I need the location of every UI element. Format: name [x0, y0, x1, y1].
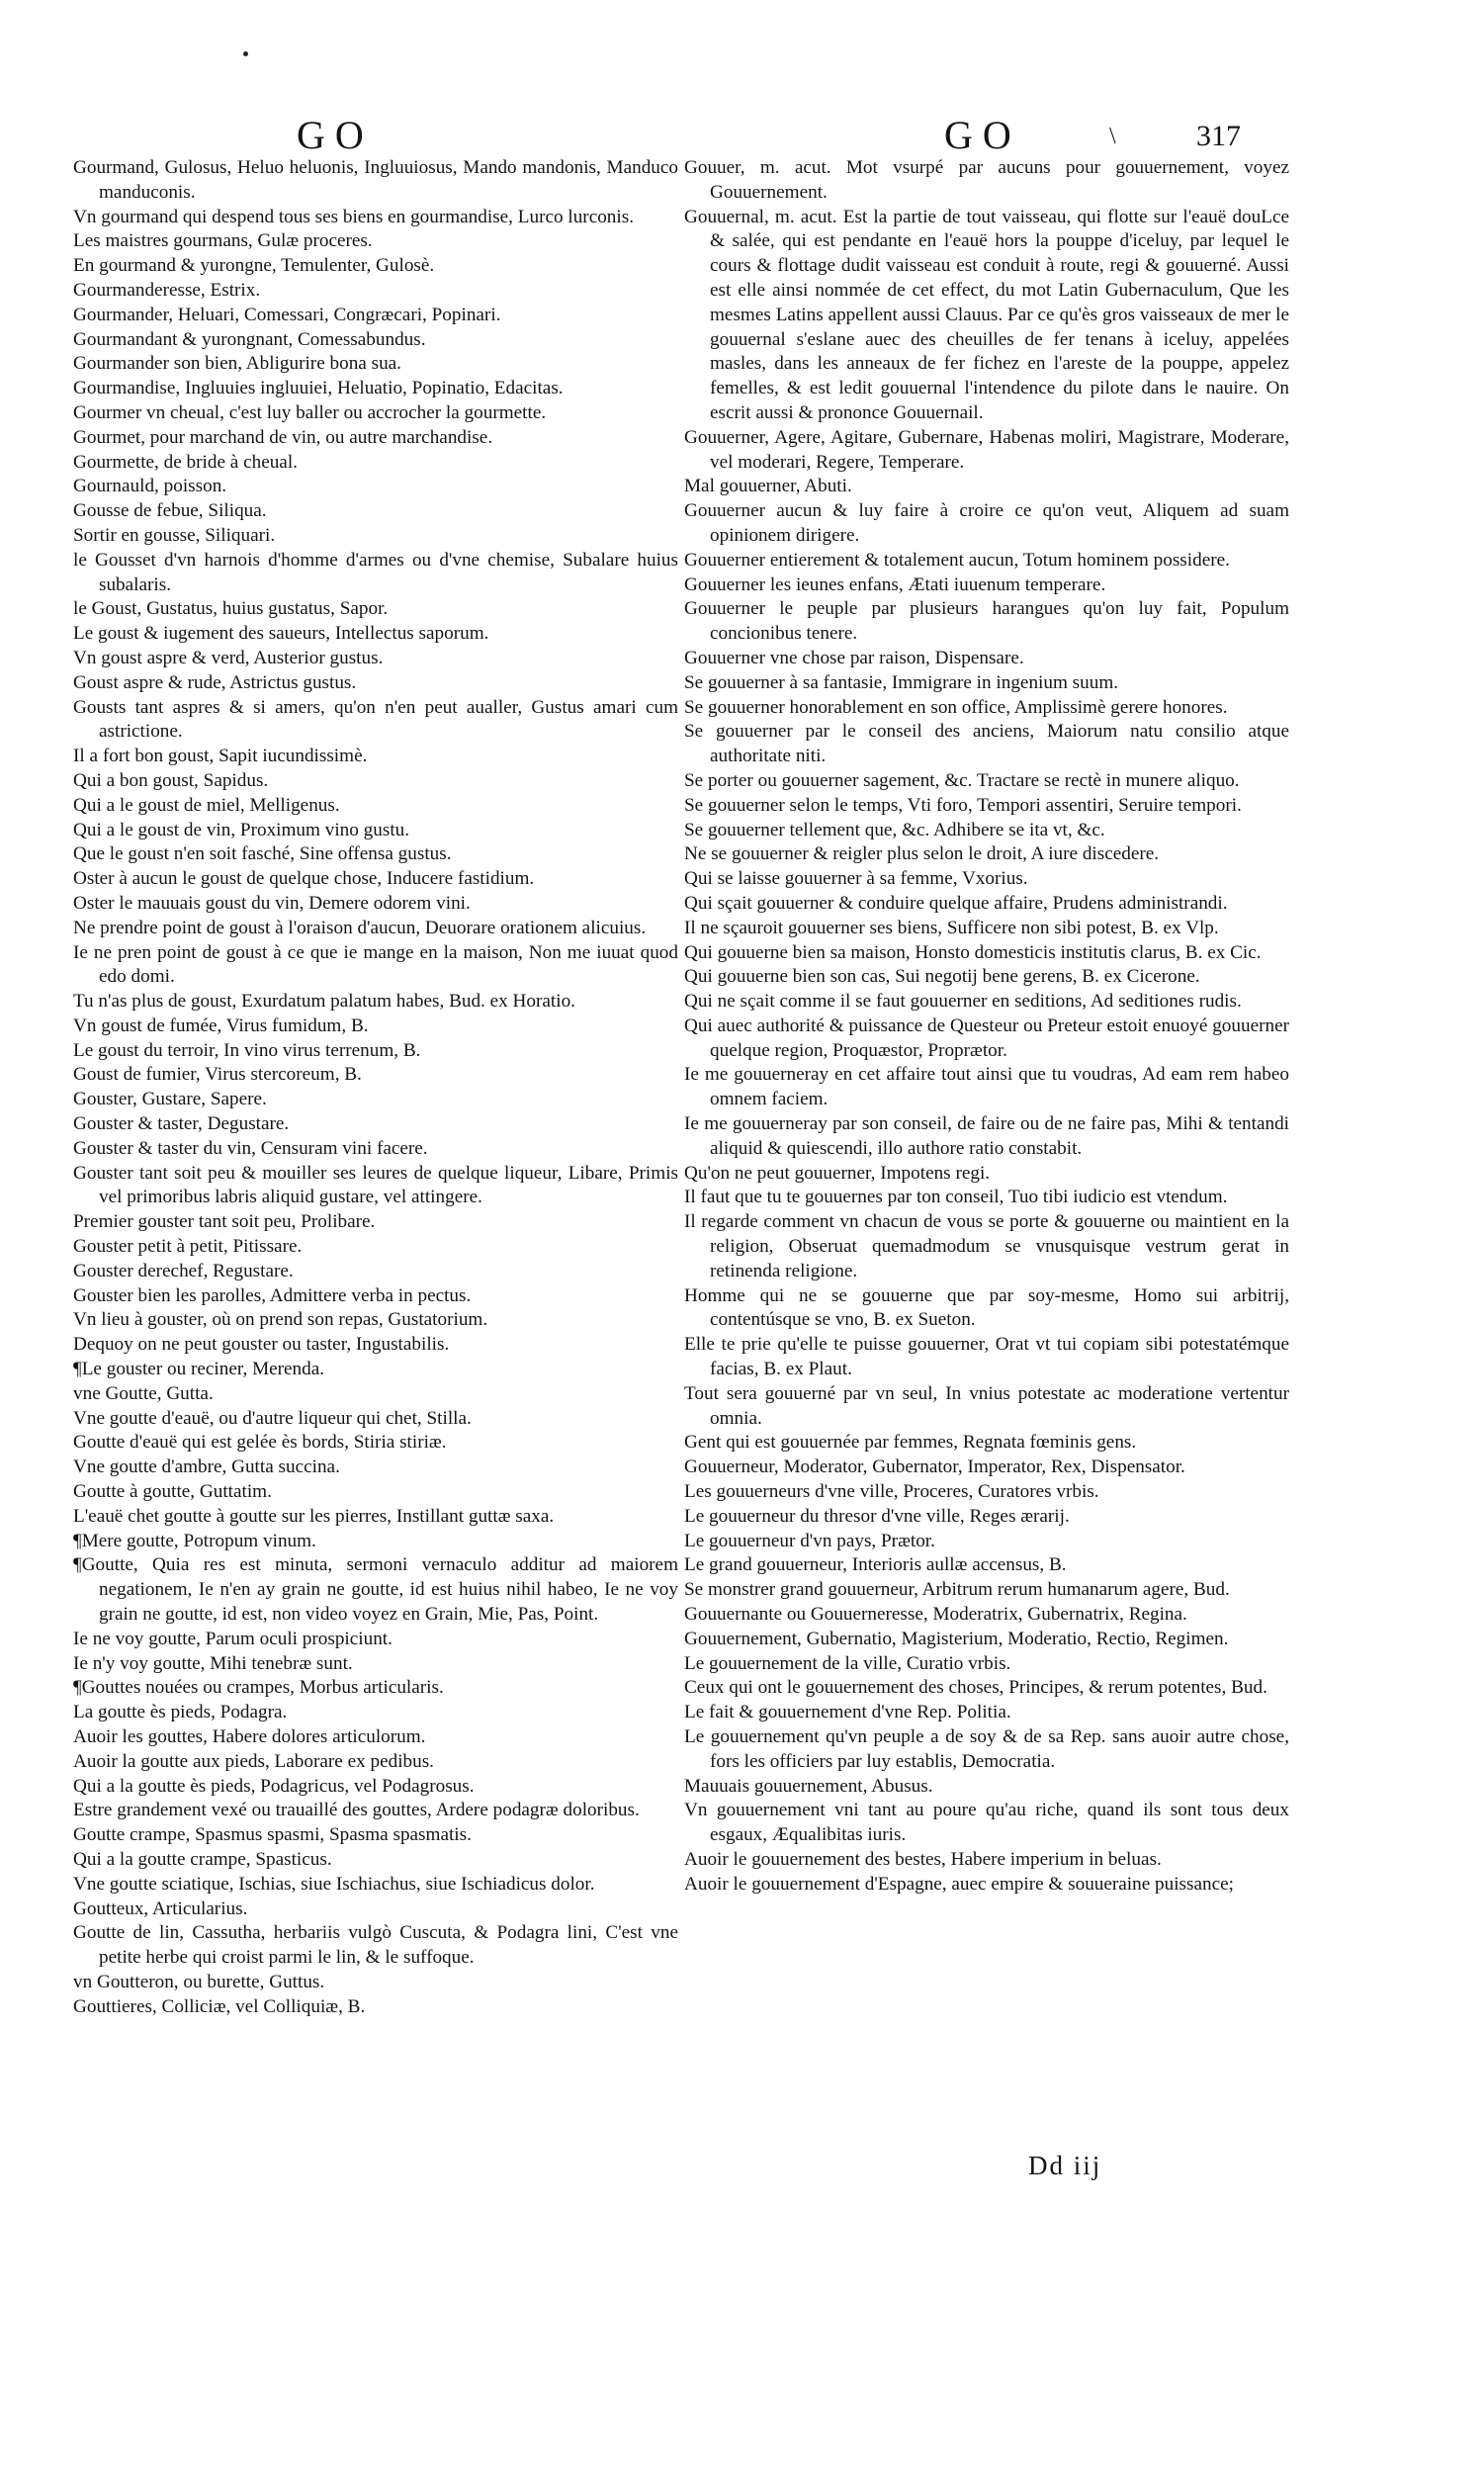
- dictionary-entry: Qu'on ne peut gouuerner, Impotens regi.: [684, 1162, 991, 1184]
- dictionary-entry: Il a fort bon goust, Sapit iucundissimè.: [73, 746, 368, 767]
- dictionary-entry: Les gouuerneurs d'vne ville, Proceres, Curatores vrbis.: [684, 1481, 1099, 1503]
- signature-mark: Dd iij: [1028, 2151, 1102, 2180]
- dictionary-entry: Gouttieres, Colliciæ, vel Colliquiæ, B.: [73, 1995, 366, 2017]
- dictionary-entry: Auoir le gouuernement d'Espagne, auec empire & souueraine puissance;: [684, 1873, 1234, 1895]
- dictionary-entry: Se monstrer grand gouuerneur, Arbitrum rerum humanarum agere, Bud.: [684, 1579, 1230, 1601]
- dictionary-entry: Ceux qui ont le gouuernement des choses, Principes, & rerum potentes, Bud.: [684, 1677, 1267, 1699]
- dictionary-entry: Gourmet, pour marchand de vin, ou autre marchandise.: [73, 426, 493, 448]
- dictionary-entry: Qui a le goust de miel, Melligenus.: [73, 794, 340, 816]
- dictionary-entry: Goutte crampe, Spasmus spasmi, Spasma spasmatis.: [73, 1824, 472, 1846]
- dictionary-entry: Qui gouuerne bien son cas, Sui negotij bene gerens, B. ex Cicerone.: [684, 966, 1200, 988]
- dictionary-entry: Qui auec authorité & puissance de Questeur ou Preteur estoit enuoyé gouuerner quelque region, Proquæstor, Proprætor.: [684, 1015, 1289, 1061]
- dictionary-entry: Qui sçait gouuerner & conduire quelque affaire, Prudens administrandi.: [684, 892, 1228, 914]
- dictionary-entry: Vn lieu à gouster, où on prend son repas, Gustatorium.: [73, 1309, 488, 1331]
- dictionary-entry: Ie ne voy goutte, Parum oculi prospiciunt.: [73, 1628, 393, 1649]
- dictionary-entry: Mauuais gouuernement, Abusus.: [684, 1775, 933, 1797]
- dictionary-entry: Ie n'y voy goutte, Mihi tenebræ sunt.: [73, 1652, 353, 1674]
- dictionary-entry: Gouuerner le peuple par plusieurs harangues qu'on luy fait, Populum concionibus tenere.: [684, 598, 1289, 645]
- dictionary-entry: Se gouuerner tellement que, &c. Adhibere se ita vt, &c.: [684, 819, 1105, 840]
- dictionary-entry: Tu n'as plus de goust, Exurdatum palatum habes, Bud. ex Horatio.: [73, 991, 575, 1013]
- dictionary-entry: Gouuerner entierement & totalement aucun, Totum hominem possidere.: [684, 549, 1230, 571]
- dictionary-entry: Goust aspre & rude, Astrictus gustus.: [73, 671, 357, 693]
- dictionary-entry: Ne se gouuerner & reigler plus selon le droit, A iure discedere.: [684, 843, 1160, 865]
- dictionary-entry: Goutteux, Articularius.: [73, 1898, 248, 1919]
- dictionary-entry: Le gouuernement qu'vn peuple a de soy & de sa Rep. sans auoir autre chose, fors les officiers par luy establis, Democratia.: [684, 1726, 1289, 1772]
- dictionary-entry: Gouster & taster du vin, Censuram vini facere.: [73, 1137, 428, 1159]
- dictionary-entry: Il ne sçauroit gouuerner ses biens, Sufficere non sibi potest, B. ex Vlp.: [684, 917, 1219, 938]
- dictionary-entry: Elle te prie qu'elle te puisse gouuerner, Orat vt tui copiam sibi potestatémque facias, B. ex Plaut.: [684, 1334, 1289, 1380]
- dictionary-entry: Goutte de lin, Cassutha, herbariis vulgò Cuscuta, & Podagra lini, C'est vne petite herbe qui croist parmi le lin, & le suffoque.: [73, 1922, 678, 1969]
- dictionary-entry: Il regarde comment vn chacun de vous se porte & gouuerne ou maintient en la religion, Obseruat quemadmodum se vnusquisque vestrum gerat in retinenda religione.: [684, 1211, 1289, 1281]
- dictionary-entry: Gourmette, de bride à cheual.: [73, 451, 298, 473]
- dictionary-entry: Qui se laisse gouuerner à sa femme, Vxorius.: [684, 868, 1028, 890]
- dictionary-entry: le Goust, Gustatus, huius gustatus, Sapor.: [73, 598, 389, 620]
- running-head-right: GO: [944, 113, 1021, 157]
- dictionary-entry: Qui a le goust de vin, Proximum vino gustu.: [73, 819, 410, 840]
- dictionary-entry: Gouster tant soit peu & mouiller ses leures de quelque liqueur, Libare, Primis vel primoribus labris aliquid gustare, vel attingere.: [73, 1162, 678, 1208]
- dictionary-entry: Le gouuernement de la ville, Curatio vrbis.: [684, 1652, 1011, 1674]
- dictionary-entry: Gouster, Gustare, Sapere.: [73, 1089, 267, 1110]
- dictionary-entry: Le grand gouuerneur, Interioris aullæ accensus, B.: [684, 1554, 1067, 1576]
- ink-speck: [243, 51, 248, 56]
- dictionary-entry: Homme qui ne se gouuerne que par soy-mesme, Homo sui arbitrij, contentúsque se vno, B. ex Sueton.: [684, 1284, 1289, 1331]
- dictionary-entry: Se gouuerner selon le temps, Vti foro, Tempori assentiri, Seruire tempori.: [684, 794, 1242, 816]
- left-column: [73, 156, 678, 2020]
- dictionary-entry: ¶Goutte, Quia res est minuta, sermoni vernaculo additur ad maiorem negationem, Ie n'en ay grain ne goutte, id est huius nihil habeo, Ie ne voy grain ne goutte, id est, non video voyez en Grain, Mie, Pas, Point.: [73, 1554, 678, 1626]
- dictionary-entry: le Gousset d'vn harnois d'homme d'armes ou d'vne chemise, Subalare huius subalaris.: [73, 549, 678, 595]
- dictionary-entry: vn Goutteron, ou burette, Guttus.: [73, 1971, 325, 1992]
- dictionary-entry: Gent qui est gouuernée par femmes, Regnata fœminis gens.: [684, 1432, 1137, 1454]
- dictionary-entry: Ie me gouuerneray en cet affaire tout ainsi que tu voudras, Ad eam rem habeo omnem faciem.: [684, 1064, 1289, 1110]
- dictionary-entry: Gouuernante ou Gouuerneresse, Moderatrix, Gubernatrix, Regina.: [684, 1604, 1187, 1626]
- dictionary-entry: Vne goutte d'eauë, ou d'autre liqueur qui chet, Stilla.: [73, 1407, 472, 1429]
- dictionary-entry: Oster à aucun le goust de quelque chose, Inducere fastidium.: [73, 868, 535, 890]
- dictionary-entry: Qui a la goutte crampe, Spasticus.: [73, 1848, 332, 1870]
- dictionary-entry: Se gouuerner à sa fantasie, Immigrare in ingenium suum.: [684, 671, 1119, 693]
- dictionary-entry: Premier gouster tant soit peu, Prolibare.: [73, 1211, 376, 1233]
- dictionary-entry: Gouuernal, m. acut. Est la partie de tout vaisseau, qui flotte sur l'eauë douLce & salée, qui est pendante en l'eauë hors la pouppe d'iceluy, par lequel le cours & flottage dudit vaisseau est conduit à route, regi & gouuerné. Aussi est elle ainsi nommée de cet effect, du mot Latin Gubernaculum, Que les mesmes Latins appellent aussi Clauus. Par ce qu'ès gros vaisseaux de mer le gouuernal s'eslane auec des cheuilles de fer tenans à iceluy, appelées masles, dans les anneaux de fer fichez en l'areste de la pouppe, appelez femelles, & est ledit gouuernal l'intendence du pilote dans le nauire. On escrit aussi & prononce Gouuernail.: [684, 206, 1289, 423]
- dictionary-entry: Auoir la goutte aux pieds, Laborare ex pedibus.: [73, 1750, 434, 1772]
- dictionary-entry: Auoir le gouuernement des bestes, Habere imperium in beluas.: [684, 1848, 1162, 1870]
- dictionary-entry: vne Goutte, Gutta.: [73, 1382, 214, 1404]
- right-column: [684, 156, 1289, 1898]
- dictionary-entry: Il faut que tu te gouuernes par ton conseil, Tuo tibi iudicio est vtendum.: [684, 1187, 1228, 1208]
- dictionary-entry: Tout sera gouuerné par vn seul, In vnius potestate ac moderatione vertentur omnia.: [684, 1382, 1289, 1429]
- dictionary-entry: ¶Mere goutte, Potropum vinum.: [73, 1530, 316, 1551]
- dictionary-entry: Le goust du terroir, In vino virus terrenum, B.: [73, 1039, 421, 1061]
- dictionary-entry: Dequoy on ne peut gouster ou taster, Ingustabilis.: [73, 1334, 450, 1356]
- page-number: 317: [1196, 120, 1241, 152]
- dictionary-entry: Auoir les gouttes, Habere dolores articulorum.: [73, 1726, 426, 1747]
- dictionary-entry: Les maistres gourmans, Gulæ proceres.: [73, 230, 373, 252]
- dictionary-entry: Gouuerner, Agere, Agitare, Gubernare, Habenas moliri, Magistrare, Moderare, vel moderari, Regere, Temperare.: [684, 426, 1289, 473]
- dictionary-entry: ¶Gouttes nouées ou crampes, Morbus articularis.: [73, 1677, 444, 1699]
- dictionary-entry: Gourmander son bien, Abligurire bona sua.: [73, 353, 401, 375]
- dictionary-entry: Gourmandant & yurongnant, Comessabundus.: [73, 328, 426, 350]
- dictionary-entry: Gouuer, m. acut. Mot vsurpé par aucuns pour gouuernement, voyez Gouuernement.: [684, 157, 1289, 203]
- dictionary-entry: En gourmand & yurongne, Temulenter, Gulosè.: [73, 255, 435, 277]
- dictionary-entry: Le goust & iugement des saueurs, Intellectus saporum.: [73, 623, 489, 645]
- header-mark: \: [1109, 124, 1116, 149]
- dictionary-entry: Gouuerner aucun & luy faire à croire ce qu'on veut, Aliquem ad suam opinionem dirigere.: [684, 500, 1289, 546]
- dictionary-entry: Gouster petit à petit, Pitissare.: [73, 1236, 303, 1258]
- dictionary-entry: Vne goutte d'ambre, Gutta succina.: [73, 1457, 340, 1478]
- dictionary-entry: Goutte d'eauë qui est gelée ès bords, Stiria stiriæ.: [73, 1432, 447, 1454]
- dictionary-entry: Qui ne sçait comme il se faut gouuerner en seditions, Ad seditiones rudis.: [684, 991, 1242, 1013]
- dictionary-entry: Vn gouuernement vni tant au poure qu'au riche, quand ils sont tous deux esgaux, Æqualibitas iuris.: [684, 1800, 1289, 1846]
- dictionary-entry: Le gouuerneur du thresor d'vne ville, Reges ærarij.: [684, 1505, 1070, 1527]
- dictionary-entry: L'eauë chet goutte à goutte sur les pierres, Instillant guttæ saxa.: [73, 1505, 555, 1527]
- dictionary-entry: Estre grandement vexé ou trauaillé des gouttes, Ardere podagræ doloribus.: [73, 1800, 640, 1821]
- dictionary-entry: Le gouuerneur d'vn pays, Prætor.: [684, 1530, 935, 1551]
- dictionary-entry: Gouuerner les ieunes enfans, Ætati iuuenum temperare.: [684, 574, 1106, 595]
- dictionary-entry: Gousse de febue, Siliqua.: [73, 500, 267, 522]
- dictionary-entry: La goutte ès pieds, Podagra.: [73, 1702, 288, 1723]
- dictionary-entry: Gournauld, poisson.: [73, 476, 227, 497]
- dictionary-entry: Vn gourmand qui despend tous ses biens en gourmandise, Lurco lurconis.: [73, 206, 634, 227]
- dictionary-entry: Gouuerner vne chose par raison, Dispensare.: [684, 647, 1024, 668]
- dictionary-entry: Qui a bon goust, Sapidus.: [73, 769, 269, 791]
- dictionary-entry: Gourmander, Heluari, Comessari, Congræcari, Popinari.: [73, 304, 501, 325]
- dictionary-entry: Gourmer vn cheual, c'est luy baller ou accrocher la gourmette.: [73, 401, 547, 423]
- dictionary-entry: Que le goust n'en soit fasché, Sine offensa gustus.: [73, 843, 452, 865]
- dictionary-entry: Sortir en gousse, Siliquari.: [73, 524, 276, 546]
- dictionary-entry: Qui gouuerne bien sa maison, Honsto domesticis institutis clarus, B. ex Cic.: [684, 941, 1262, 963]
- dictionary-entry: Gousts tant aspres & si amers, qu'on n'en peut aualler, Gustus amari cum astrictione.: [73, 696, 678, 743]
- dictionary-entry: Se porter ou gouuerner sagement, &c. Tractare se rectè in munere aliquo.: [684, 769, 1240, 791]
- dictionary-entry: Se gouuerner par le conseil des anciens, Maiorum natu consilio atque authoritate niti.: [684, 721, 1289, 767]
- dictionary-entry: Vn goust de fumée, Virus fumidum, B.: [73, 1015, 369, 1036]
- dictionary-entry: Qui a la goutte ès pieds, Podagricus, vel Podagrosus.: [73, 1775, 475, 1797]
- dictionary-entry: Gourmand, Gulosus, Heluo heluonis, Ingluuiosus, Mando mandonis, Manduco manduconis.: [73, 157, 678, 203]
- dictionary-entry: Gouster bien les parolles, Admittere verba in pectus.: [73, 1284, 472, 1306]
- dictionary-entry: Gouster & taster, Degustare.: [73, 1113, 290, 1135]
- dictionary-entry: Oster le mauuais goust du vin, Demere odorem vini.: [73, 892, 471, 914]
- dictionary-entry: Se gouuerner honorablement en son office, Amplissimè gerere honores.: [684, 696, 1228, 718]
- dictionary-entry: Ie me gouuerneray par son conseil, de faire ou de ne faire pas, Mihi & tentandi aliquid & quiescendi, illo authore ratio constabit.: [684, 1113, 1289, 1159]
- dictionary-entry: Mal gouuerner, Abuti.: [684, 476, 852, 497]
- dictionary-entry: Gourmanderesse, Estrix.: [73, 279, 261, 301]
- dictionary-entry: Ie ne pren point de goust à ce que ie mange en la maison, Non me iuuat quod edo domi.: [73, 941, 678, 988]
- dictionary-entry: Le fait & gouuernement d'vne Rep. Politia.: [684, 1702, 1011, 1723]
- dictionary-entry: Vne goutte sciatique, Ischias, siue Ischiachus, siue Ischiadicus dolor.: [73, 1873, 595, 1895]
- dictionary-entry: Vn goust aspre & verd, Austerior gustus.: [73, 647, 384, 668]
- dictionary-entry: Ne prendre point de goust à l'oraison d'aucun, Deuorare orationem alicuius.: [73, 917, 647, 938]
- dictionary-entry: Gouuerneur, Moderator, Gubernator, Imperator, Rex, Dispensator.: [684, 1457, 1185, 1478]
- dictionary-entry: Gourmandise, Ingluuies ingluuiei, Heluatio, Popinatio, Edacitas.: [73, 378, 564, 399]
- dictionary-entry: Goust de fumier, Virus stercoreum, B.: [73, 1064, 362, 1086]
- dictionary-entry: ¶Le gouster ou reciner, Merenda.: [73, 1359, 325, 1380]
- dictionary-entry: Gouuernement, Gubernatio, Magisterium, Moderatio, Rectio, Regimen.: [684, 1628, 1229, 1649]
- dictionary-entry: Gouster derechef, Regustare.: [73, 1260, 294, 1281]
- dictionary-entry: Goutte à goutte, Guttatim.: [73, 1481, 272, 1503]
- running-head-left: GO: [297, 113, 374, 157]
